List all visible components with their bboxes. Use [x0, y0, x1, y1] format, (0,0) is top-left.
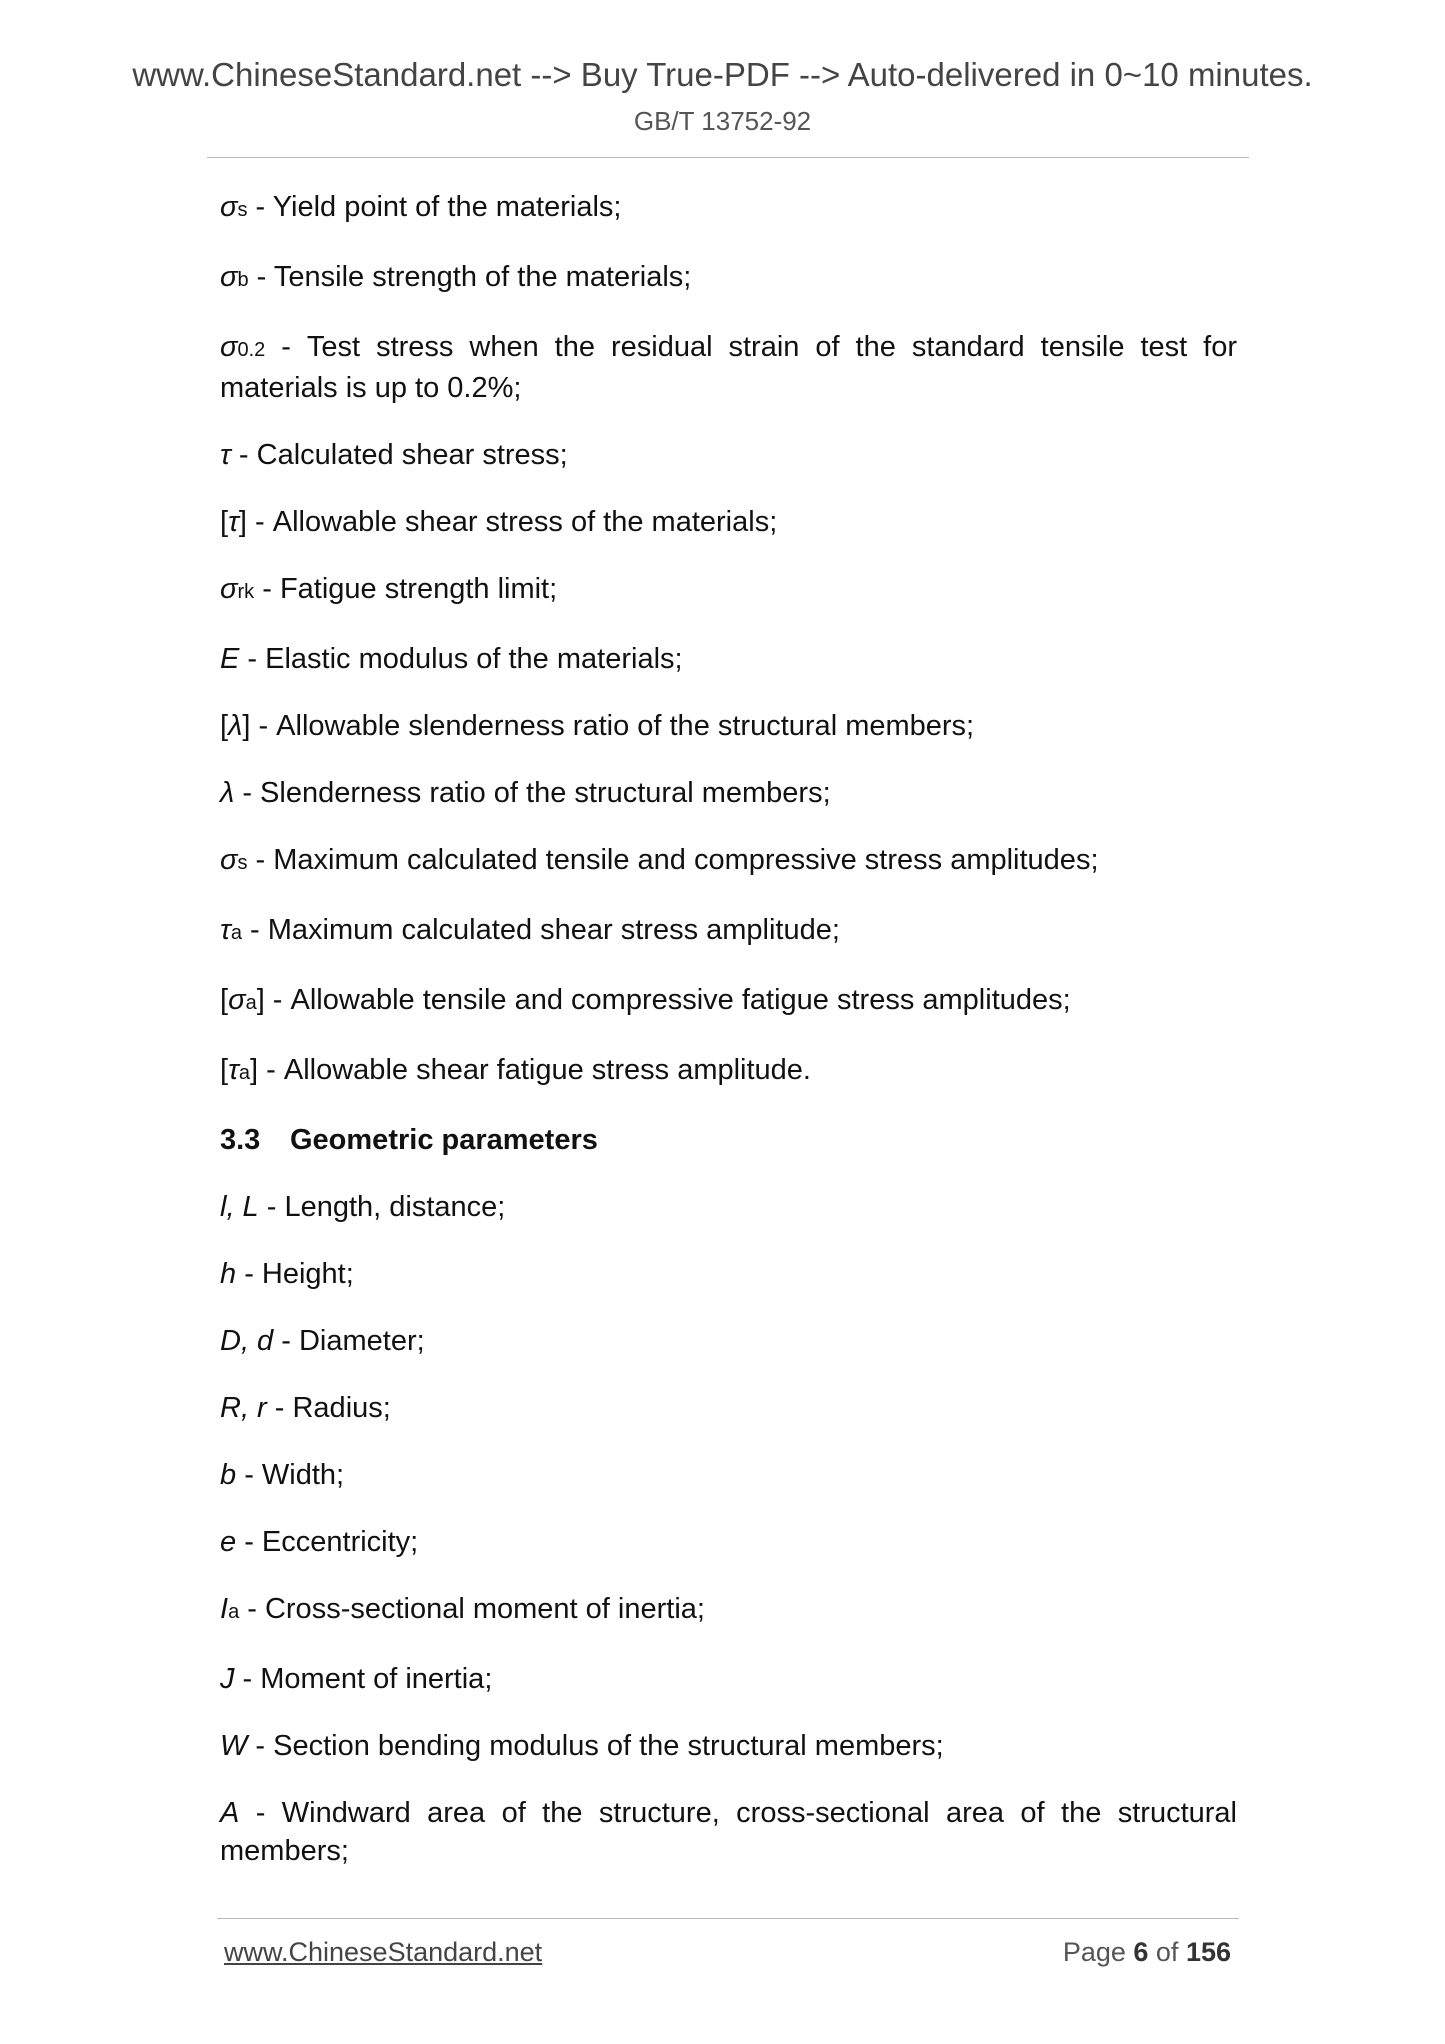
definition-sub: rk [237, 581, 255, 603]
geometric-parameter-definitions [220, 1188, 1237, 1870]
definition-text: - Maximum calculated tensile and compressive stress amplitudes; [247, 844, 1099, 876]
definition-sym: τ [220, 914, 231, 946]
definition-pre: [ [220, 506, 229, 538]
definition-item [220, 1389, 1237, 1427]
definition-item [220, 188, 1237, 229]
section-number: 3.3 [220, 1124, 261, 1156]
definition-text: - Windward area of the structure, cross-sectional area of the structural members; [220, 1797, 1237, 1867]
definition-text: - Length, distance; [258, 1191, 506, 1223]
definition-text: - Height; [236, 1258, 354, 1290]
definition-item [220, 1188, 1237, 1226]
definition-item [220, 981, 1237, 1022]
definition-sym: l, L [220, 1191, 259, 1223]
definition-item [220, 707, 1237, 745]
definition-item [220, 503, 1237, 541]
definition-post: ] [250, 1054, 259, 1086]
definition-sub: 0.2 [237, 339, 266, 361]
definition-sym: σ [220, 191, 238, 223]
header-divider [207, 157, 1249, 158]
definition-pre: [ [220, 984, 229, 1016]
symbol-definitions [220, 188, 1237, 1092]
document-body [220, 188, 1237, 1899]
definition-sym: λ [228, 710, 243, 742]
header-banner: www.ChineseStandard.net --> Buy True-PDF --> Auto-delivered in 0~10 minutes. [132, 56, 1313, 93]
definition-sub: a [245, 992, 257, 1014]
definition-item [220, 841, 1237, 882]
footer-divider [217, 1918, 1239, 1919]
definition-sym: λ [220, 777, 235, 809]
definition-text: - Diameter; [273, 1325, 425, 1357]
definition-sym: W [220, 1730, 248, 1762]
definition-pre: [ [220, 1054, 229, 1086]
definition-sym: E [220, 643, 240, 675]
definition-item [220, 328, 1237, 407]
definition-sym: τ [228, 506, 239, 538]
definition-post: ] [238, 506, 247, 538]
definition-text: - Section bending modulus of the structural members; [247, 1730, 944, 1762]
definition-item [220, 258, 1237, 299]
definition-text: - Cross-sectional moment of inertia; [239, 1593, 705, 1625]
definition-text: - Maximum calculated shear stress amplitude; [241, 914, 840, 946]
definition-sub: a [228, 1601, 240, 1623]
definition-item [220, 1456, 1237, 1494]
definition-text: - Moment of inertia; [234, 1663, 493, 1695]
definition-sub: a [238, 1062, 251, 1084]
definition-sub: s [237, 852, 248, 874]
definition-text: - Calculated shear stress; [230, 439, 568, 471]
definition-sub: a [230, 922, 242, 944]
definition-sym: σ [220, 844, 238, 876]
definition-sym: σ [220, 261, 238, 293]
definition-sym: b [220, 1459, 237, 1491]
definition-item [220, 911, 1237, 952]
section-title: Geometric parameters [290, 1124, 598, 1156]
definition-sym: h [220, 1258, 237, 1290]
definition-text: - Radius; [266, 1392, 391, 1424]
definition-item [220, 436, 1237, 474]
definition-item [220, 1051, 1237, 1092]
definition-item [220, 1523, 1237, 1561]
definition-text: - Fatigue strength limit; [254, 573, 558, 605]
definition-item [220, 774, 1237, 812]
definition-sym: I [220, 1593, 229, 1625]
section-heading [220, 1121, 1237, 1159]
definition-item [220, 1794, 1237, 1870]
definition-sym: σ [220, 573, 238, 605]
definition-sym: A [220, 1797, 240, 1829]
definition-text: - Allowable tensile and compressive fatigue stress amplitudes; [264, 984, 1071, 1016]
definition-item [220, 640, 1237, 678]
definition-item [220, 1322, 1237, 1360]
definition-sym: e [220, 1526, 237, 1558]
definition-text: - Slenderness ratio of the structural members; [234, 777, 831, 809]
page-prefix: Page [1062, 1937, 1134, 1967]
definition-item [220, 570, 1237, 611]
definition-text: - Elastic modulus of the materials; [239, 643, 683, 675]
definition-pre: [ [220, 710, 229, 742]
definition-text: - Allowable shear fatigue stress amplitude. [258, 1054, 811, 1086]
definition-item [220, 1660, 1237, 1698]
definition-sym: J [220, 1663, 235, 1695]
definition-sym: σ [228, 984, 246, 1016]
document-id: GB/T 13752-92 [633, 106, 812, 136]
definition-sym: σ [220, 331, 238, 363]
definition-sym: R, r [220, 1392, 267, 1424]
definition-text: - Width; [236, 1459, 345, 1491]
footer-website-link[interactable]: www.ChineseStandard.net [224, 1937, 543, 1967]
definition-post: ] [256, 984, 265, 1016]
page-current: 6 [1133, 1937, 1149, 1967]
definition-item [220, 1255, 1237, 1293]
definition-text: - Allowable shear stress of the materials; [246, 506, 778, 538]
page-total: 156 [1185, 1937, 1231, 1967]
definition-text: - Yield point of the materials; [247, 191, 622, 223]
page-number [1063, 1937, 1231, 1968]
definition-sub: s [237, 199, 248, 221]
definition-sub: b [237, 269, 249, 291]
definition-sym: τ [220, 439, 231, 471]
definition-text: - Allowable slenderness ratio of the structural members; [250, 710, 975, 742]
definition-text: - Test stress when the residual strain of the standard tensile test for materials is up to 0.2%; [220, 331, 1237, 404]
definition-post: ] [242, 710, 251, 742]
definition-text: - Eccentricity; [236, 1526, 419, 1558]
definition-sym: τ [228, 1054, 239, 1086]
definition-text: - Tensile strength of the materials; [248, 261, 692, 293]
definition-item [220, 1590, 1237, 1631]
definition-sym: D, d [220, 1325, 274, 1357]
page-of: of [1148, 1937, 1186, 1967]
definition-item [220, 1727, 1237, 1765]
